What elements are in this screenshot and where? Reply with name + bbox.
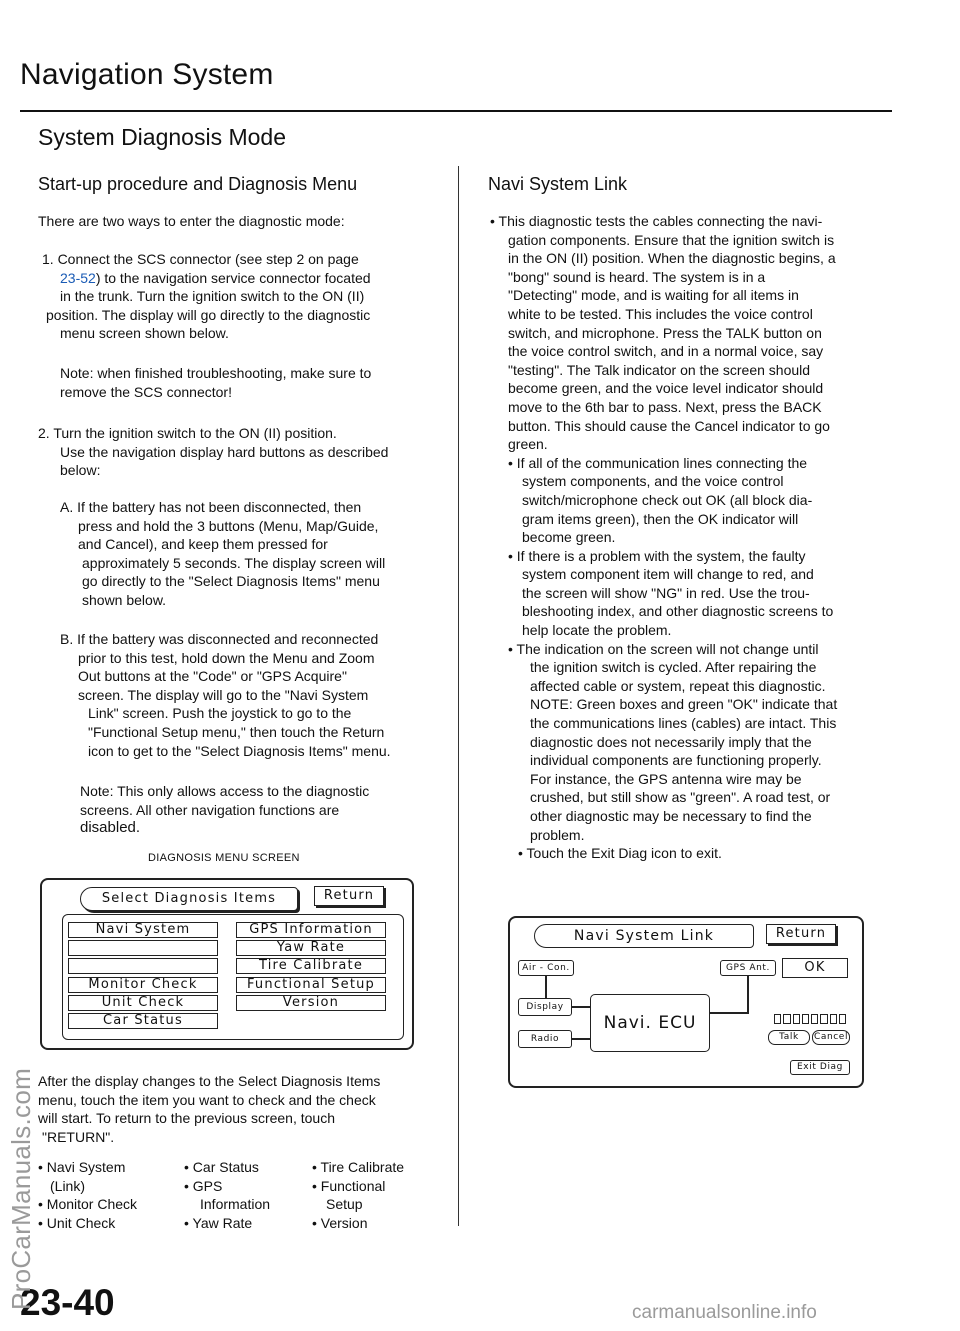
connector-line — [572, 1038, 590, 1040]
text-line: other diagnostic may be necessary to find the — [530, 808, 812, 824]
text-line: become green. — [522, 529, 616, 546]
text-line: go directly to the "Select Diagnosis Items" menu — [82, 573, 380, 590]
text-line: disabled. — [80, 819, 141, 837]
connector-line — [747, 976, 749, 1014]
text-line: position. The display will go directly to the diagnostic — [46, 306, 371, 323]
after-text — [38, 1072, 380, 1146]
link-return-button[interactable]: Return — [766, 924, 836, 944]
text-line: crushed, but still show as "green". A road test, or — [530, 789, 831, 806]
step-2b — [60, 630, 391, 760]
menu-item-functional-setup[interactable]: Functional Setup — [236, 977, 386, 993]
list-item: Setup — [326, 1196, 363, 1213]
text-line: NOTE: Green boxes and green "OK" indicate that — [530, 696, 838, 713]
text-line: screens. All other navigation functions are — [80, 801, 340, 818]
text-line: Note: when finished troubleshooting, make sure to — [60, 365, 372, 381]
text-line: affected cable or system, repeat this diagnostic. — [530, 677, 826, 694]
text-line: press and hold the 3 buttons (Menu, Map/Guide, — [78, 517, 379, 534]
text-line: diagnostic does not necessarily imply that the — [530, 733, 812, 750]
menu-item-gps-information[interactable]: GPS Information — [236, 922, 386, 938]
text-line: the communications lines (cables) are intact. This — [530, 715, 837, 732]
items-list-col1 — [38, 1158, 137, 1232]
air-con-box: Air - Con. — [518, 960, 574, 976]
text-line: Out buttons at the "Code" or "GPS Acquire" — [78, 668, 347, 685]
screen-title: Select Diagnosis Items — [80, 887, 298, 911]
left-intro — [38, 212, 345, 231]
text-line: the ignition switch is cycled. After repairing the — [530, 659, 817, 676]
menu-item-navi-system[interactable]: Navi System — [68, 922, 218, 938]
text-line: system components, and the voice control — [522, 473, 784, 490]
page-link-23-52[interactable]: 23-52 — [60, 269, 96, 286]
text-line: After the display changes to the Select Diagnosis Items — [38, 1073, 381, 1089]
text-line: the screen will show "NG" in red. Use the trou- — [522, 584, 810, 601]
list-item: • Monitor Check — [38, 1196, 138, 1213]
text-line: switch, and microphone. Press the TALK button on — [508, 324, 822, 341]
gps-ant-box: GPS Ant. — [720, 960, 776, 976]
ok-indicator: OK — [782, 958, 848, 978]
text-line: "Functional Setup menu," then touch the Return — [88, 723, 385, 740]
figure-caption: DIAGNOSIS MENU SCREEN — [148, 852, 300, 864]
navi-link-description — [490, 212, 837, 863]
list-item: Information — [200, 1196, 271, 1213]
menu-item-unit-check[interactable]: Unit Check — [68, 995, 218, 1011]
step-2 — [38, 424, 388, 480]
text-line: • If all of the communication lines connecting the — [508, 454, 808, 471]
text-line: B. If the battery was disconnected and reconnected — [60, 631, 379, 647]
text-line: For instance, the GPS antenna wire may be — [530, 770, 802, 787]
display-box: Display — [518, 998, 572, 1016]
menu-item-blank — [68, 958, 218, 974]
text-line: "testing". The Talk indicator on the screen should — [508, 361, 811, 378]
text-line: "Detecting" mode, and is waiting for all items in — [508, 287, 799, 304]
text-line: below: — [60, 462, 101, 479]
list-item: • Car Status — [184, 1159, 259, 1175]
menu-item-blank — [68, 940, 218, 956]
text-line: help locate the problem. — [522, 622, 672, 639]
text-line: in the trunk. Turn the ignition switch to the ON (II) — [60, 288, 365, 305]
text-line: Note: This only allows access to the diagnostic — [80, 783, 370, 799]
text-line: green. — [508, 436, 548, 453]
page-number: 23-40 — [20, 1282, 115, 1323]
text-line: gation components. Ensure that the ignition switch is — [508, 231, 835, 248]
bottom-watermark: carmanualsonline.info — [632, 1302, 817, 1323]
menu-item-yaw-rate[interactable]: Yaw Rate — [236, 940, 386, 956]
section-title: System Diagnosis Mode — [38, 124, 286, 150]
text-line: in the ON (II) position. When the diagnostic begins, a — [508, 250, 836, 267]
text-line: screen. The display will go to the "Navi System — [78, 686, 369, 703]
text-line: remove the SCS connector! — [60, 383, 232, 400]
text-line: and Cancel), and keep them pressed for — [78, 536, 328, 553]
column-divider — [458, 166, 459, 1226]
side-watermark: ProCarManuals.com — [6, 1067, 36, 1310]
text-line: • This diagnostic tests the cables connecting the navi- — [490, 213, 823, 229]
text-line: bleshooting index, and other diagnostic screens to — [522, 603, 834, 620]
connector-line — [572, 1006, 590, 1008]
text-line: 2. Turn the ignition switch to the ON (II) position. — [38, 425, 337, 441]
right-heading: Navi System Link — [488, 174, 628, 194]
list-item: (Link) — [50, 1177, 86, 1194]
radio-box: Radio — [518, 1030, 572, 1048]
connector-line — [710, 1012, 748, 1014]
text-line: button. This should cause the Cancel indicator to go — [508, 417, 830, 434]
text-line: white to be tested. This includes the voice control — [508, 305, 813, 322]
menu-item-car-status[interactable]: Car Status — [68, 1013, 218, 1029]
connector-line — [545, 976, 547, 998]
talk-indicator: Talk — [768, 1030, 810, 1045]
text-line: approximately 5 seconds. The display screen will — [82, 554, 386, 571]
title-rule — [20, 110, 892, 112]
list-item: • GPS — [184, 1177, 223, 1194]
text-line: Use the navigation display hard buttons as described — [60, 443, 389, 460]
note-scs — [60, 364, 371, 401]
page-title: Navigation System — [20, 58, 274, 91]
text-line: the voice control switch, and in a normal voice, say — [508, 343, 824, 360]
text-line: individual components are functioning properly. — [530, 752, 822, 769]
text-line: menu screen shown below. — [60, 325, 229, 342]
text-line: gram items green), then the OK indicator will — [522, 510, 799, 527]
list-item: • Navi System — [38, 1159, 126, 1175]
text-line: shown below. — [82, 591, 167, 608]
step-1 — [42, 250, 371, 343]
left-heading: Start-up procedure and Diagnosis Menu — [38, 174, 358, 194]
menu-item-version[interactable]: Version — [236, 995, 386, 1011]
text-line: • If there is a problem with the system, the faulty — [508, 547, 806, 564]
step-2a — [60, 498, 385, 610]
items-list-col2 — [184, 1158, 270, 1232]
text-line: problem. — [530, 826, 585, 843]
list-item: • Tire Calibrate — [312, 1159, 405, 1175]
text-line: 1. Connect the SCS connector (see step 2 on page — [42, 251, 359, 267]
note-access — [80, 782, 369, 838]
text-line: • Touch the Exit Diag icon to exit. — [518, 845, 722, 862]
text-line: ) to the navigation service connector focated — [95, 269, 371, 286]
text-line: A. If the battery has not been disconnected, then — [60, 499, 362, 515]
text-line: become green, and the voice level indicator should — [508, 380, 824, 397]
text-line: move to the 6th bar to pass. Next, press the BACK — [508, 398, 822, 415]
voice-level-indicator — [774, 1014, 846, 1024]
text-line: switch/microphone check out OK (all block dia- — [522, 491, 813, 508]
items-list-col3 — [312, 1158, 404, 1232]
text-line: "bong" sound is heard. The system is in a — [508, 268, 766, 285]
cancel-indicator: Cancel — [812, 1030, 850, 1045]
text-line: • The indication on the screen will not change until — [508, 640, 819, 657]
list-item: • Yaw Rate — [184, 1214, 253, 1231]
text-line: There are two ways to enter the diagnostic mode: — [38, 213, 345, 229]
list-item: • Functional — [312, 1177, 386, 1194]
list-item: • Version — [312, 1214, 368, 1231]
menu-item-tire-calibrate[interactable]: Tire Calibrate — [236, 958, 386, 974]
navi-ecu-box: Navi. ECU — [590, 994, 710, 1052]
return-button[interactable]: Return — [314, 886, 384, 906]
text-line: icon to get to the "Select Diagnosis Items" menu. — [88, 742, 391, 759]
text-line: Link" screen. Push the joystick to go to the — [88, 705, 352, 722]
list-item: • Unit Check — [38, 1214, 116, 1231]
text-line: prior to this test, hold down the Menu and Zoom — [78, 649, 375, 666]
text-line: will start. To return to the previous screen, touch — [38, 1110, 335, 1127]
text-line: menu, touch the item you want to check and the check — [38, 1091, 376, 1108]
text-line: system component item will change to red, and — [522, 566, 814, 583]
menu-item-monitor-check[interactable]: Monitor Check — [68, 977, 218, 993]
text-line: "RETURN". — [42, 1128, 115, 1145]
link-screen-title: Navi System Link — [534, 924, 754, 948]
exit-diag-button[interactable]: Exit Diag — [790, 1060, 850, 1075]
